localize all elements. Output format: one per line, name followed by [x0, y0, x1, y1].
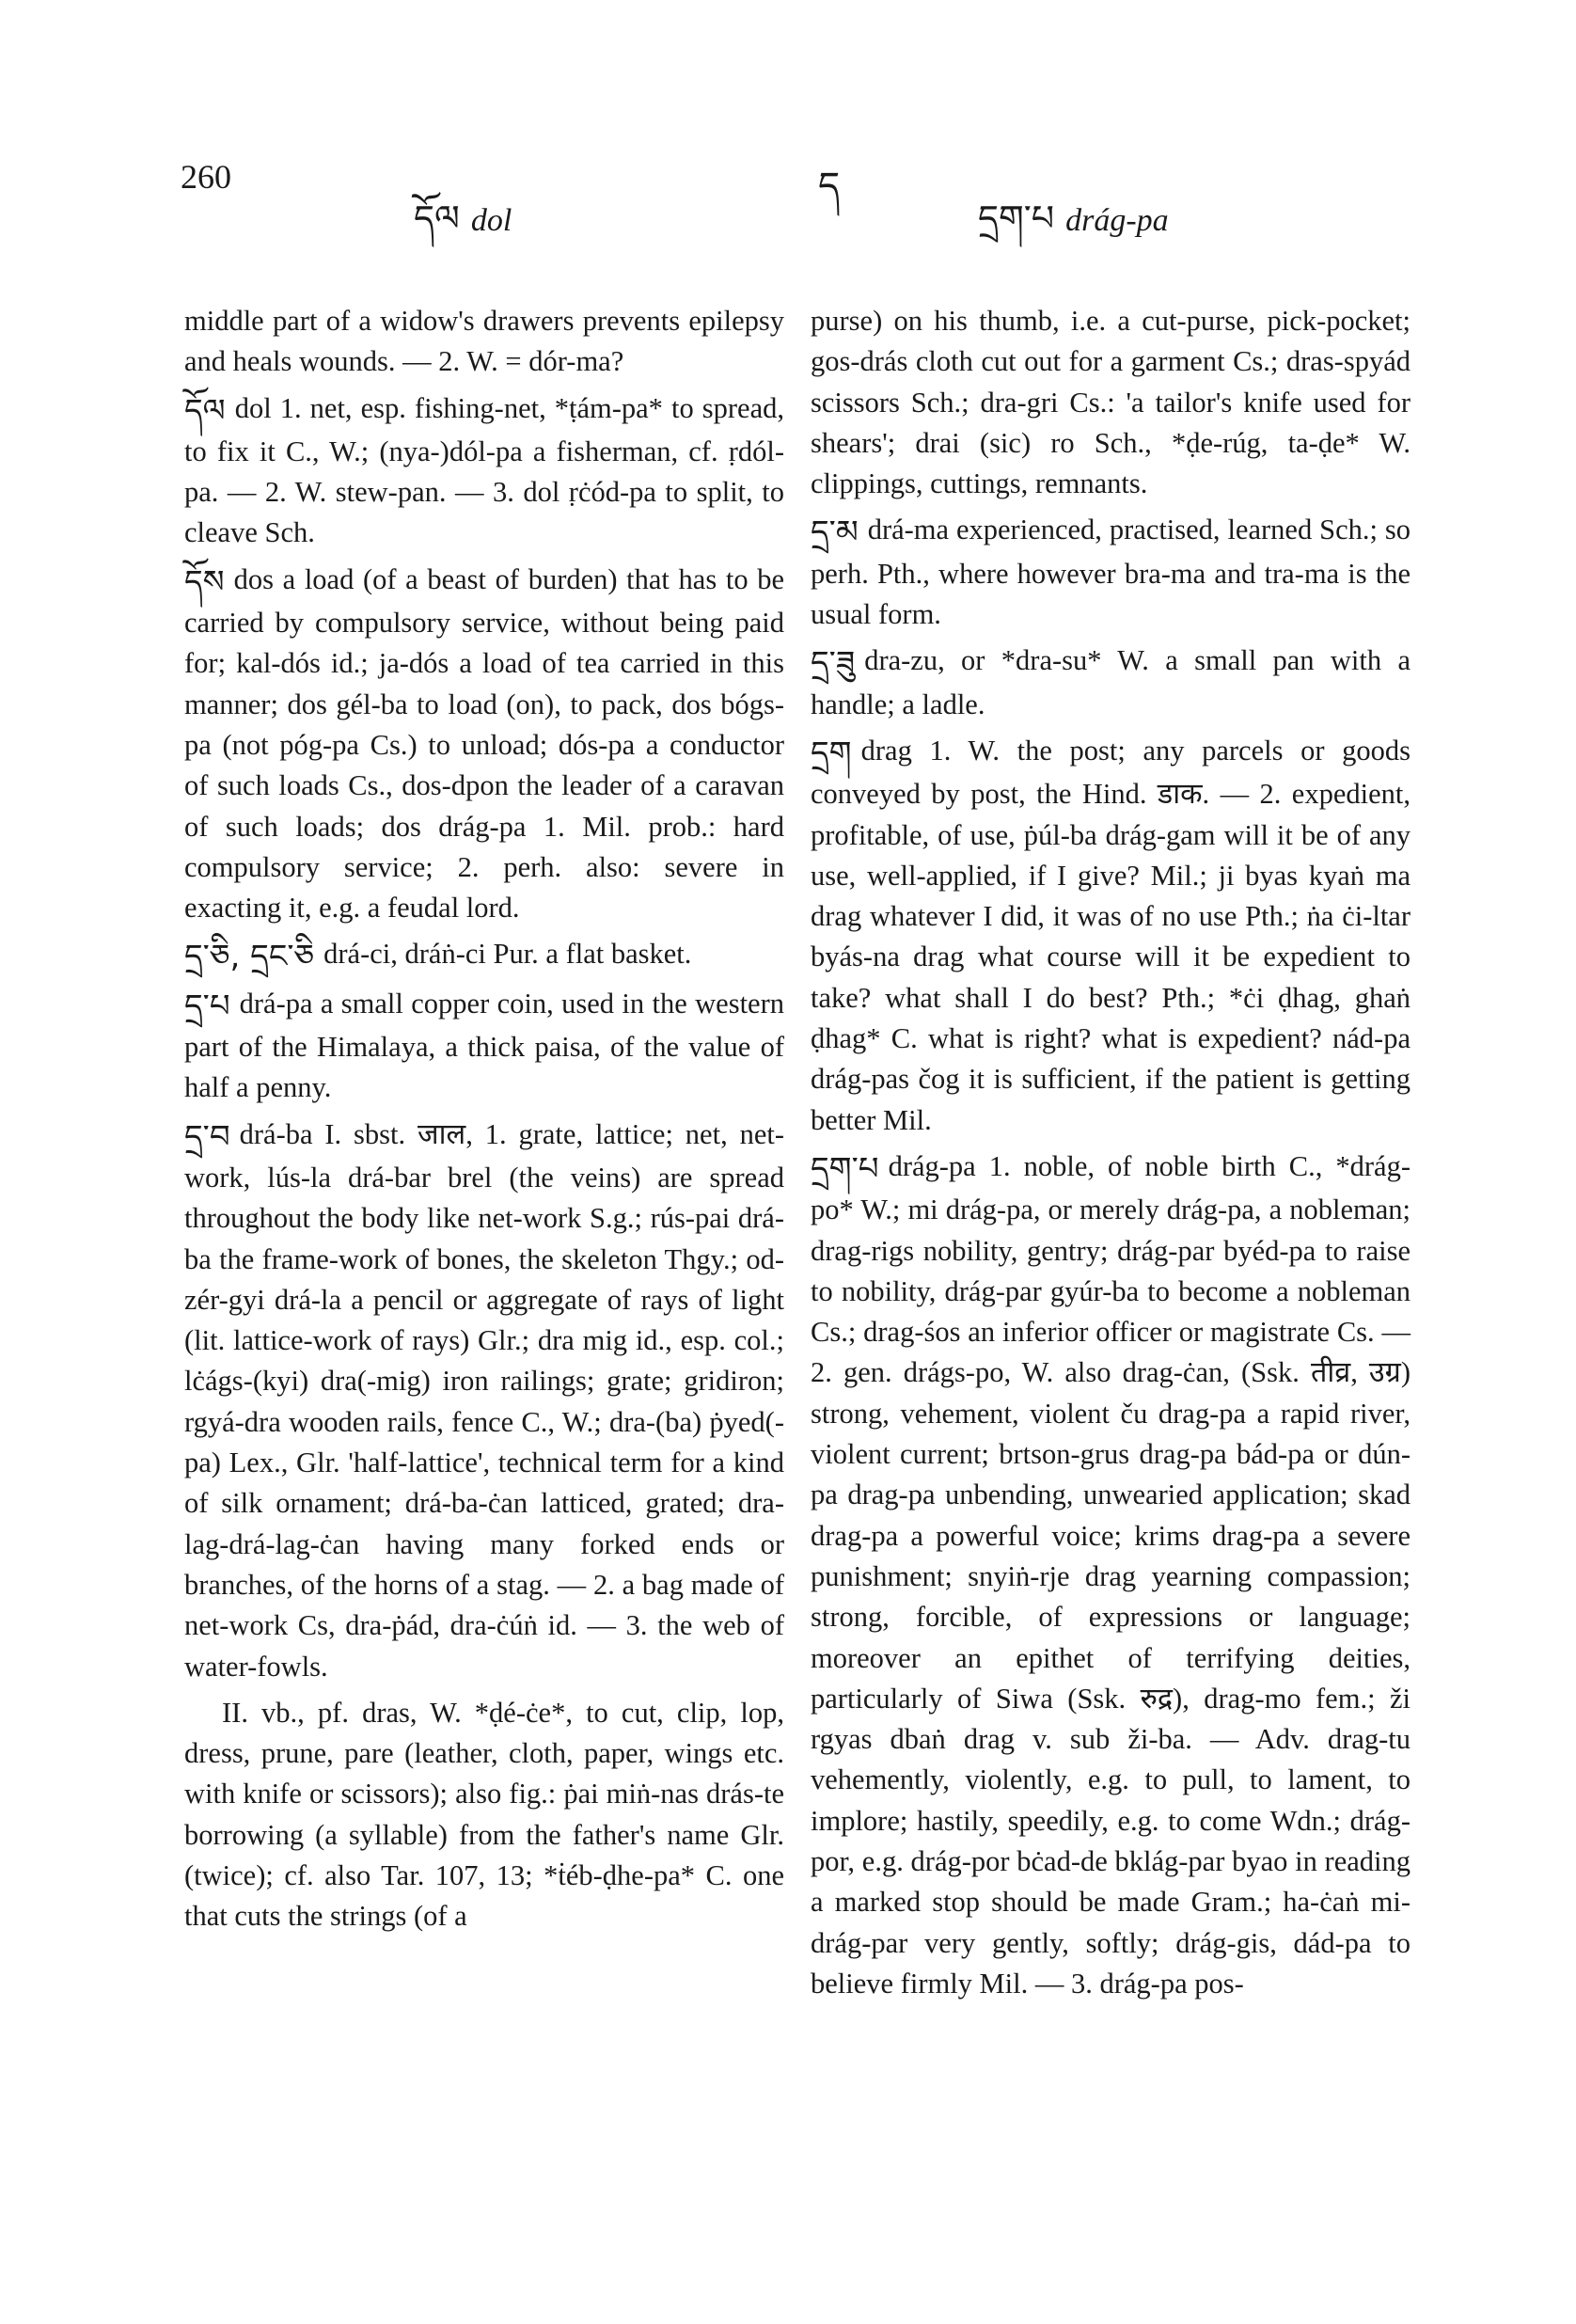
- entry-text: purse) on his thumb, i.e. a cut-purse, pick-pocket; gos-drás cloth cut out for a garment Cs.; dras-spyád scissors Sch.; dra-gri Cs.: 'a tailor's knife used for shears'; drai (sic) ro Sch., *ḍe-rúg, ta-ḍe* W. clippings, cuttings, remnants.: [811, 305, 1411, 500]
- dictionary-entry: [184, 934, 784, 977]
- dictionary-entry: [811, 731, 1411, 1141]
- entry-headword-tibetan: དྲ་མ: [811, 514, 859, 552]
- entry-text: drá-ci, dráṅ-ci Pur. a flat basket.: [323, 938, 692, 971]
- entry-headword-tibetan: དྲག་པ: [811, 1149, 879, 1188]
- entry-text: dos a load (of a beast of burden) that has to be carried by compulsory service, without being paid for; kal-dós id.; ja-dós a load of tea carried in this manner; dos gél-ba to load (on), to pack, dos bógs-pa (not póg-pa Cs.) to unload; dós-pa a conductor of such loads Cs., dos-dpon the leader of a caravan of such loads; dos drág-pa 1. Mil. prob.: hard compulsory service; 2. perh. also: severe in exacting it, e.g. a feudal lord.: [184, 562, 784, 925]
- entry-text: middle part of a widow's drawers prevents epilepsy and heals wounds. — 2. W. = dór-ma?: [184, 305, 784, 378]
- dictionary-entry: [184, 1115, 784, 1687]
- entry-text: drá-ba I. sbst. जाल, 1. grate, lattice; net, net-work, lús-la drá-bar brel (the veins) are spread throughout the body like net-work S.g.; rús-pai drá-ba the frame-work of bones, the skeleton Thgy.; od-zér-gyi drá-la a pencil or aggregate of rays of light (lit. lattice-work of rays) Glr.; dra mig id., esp. col.; lċágs-(kyi) dra(-mig) iron railings; grate; gridiron; rgyá-dra wooden rails, fence C., W.; dra-(ba) ṗyed(-pa) Lex., Glr. 'half-lattice', technical term for a kind of silk ornament; drá-ba-ċan latticed, grated; dra-lag-drá-lag-ċan having many forked ends or branches, of the horns of a stag. — 2. a bag made of net-work Cs, dra-ṗád, dra-ċúṅ id. — 3. the web of water-fowls.: [184, 1117, 784, 1683]
- entry-text: drá-ma experienced, practised, learned Sch.; so perh. Pth., where however bra-ma and tra-ma is the usual form.: [811, 514, 1411, 631]
- dictionary-entry: [184, 560, 784, 929]
- dictionary-entry: [184, 301, 784, 383]
- entry-text: drág-pa 1. noble, of noble birth C., *drág-po* W.; mi drág-pa, or merely drág-pa, a nobleman; drag-rigs nobility, gentry; drág-par byéd-pa to raise to nobility, drág-par gyúr-ba to become a nobleman Cs.; drag-śos an inferior officer or magistrate Cs. — 2. gen. drágs-po, W. also drag-ċan, (Ssk. तीव्र, उग्र) strong, vehement, violent ču drag-pa a rapid river, violent current; brtson-grus drag-pa bád-pa or dún-pa drag-pa unbending, unwearied application; skad drag-pa a powerful voice; krims drag-pa a severe punishment; snyiṅ-rje drag yearning compassion; strong, forcible, of expressions or language; moreover an epithet of terrifying deities, particularly of Siwa (Ssk. रुद्र), drag-mo fem.; ži rgyas dbaṅ drag v. sub ži-ba. — Adv. drag-tu vehemently, violently, e.g. to pull, to lament, to implore; hastily, speedily, e.g. to come Wdn.; drág-por, e.g. drág-por bċad-de bklág-par byao in reading a marked stop should be made Gram.; ha-ċaṅ mi-drág-par very gently, softly; drág-gis, dád-pa to believe firmly Mil. — 3. drág-pa pos-: [811, 1149, 1411, 2000]
- page-number: 260: [181, 158, 231, 196]
- dictionary-entry: [811, 301, 1411, 504]
- dictionary-entry: [184, 984, 784, 1109]
- header-left-tibetan: དོལ: [414, 198, 460, 239]
- right-column: [811, 301, 1411, 2010]
- entry-text: drá-pa a small copper coin, used in the western part of the Himalaya, a thick paisa, of the value of half a penny.: [184, 987, 784, 1104]
- entry-headword-tibetan: དྲ་པ: [184, 987, 230, 1025]
- dictionary-entry: [811, 510, 1411, 635]
- dictionary-entry: [811, 1146, 1411, 2004]
- entry-headword-tibetan: དྲ་བ: [184, 1117, 230, 1156]
- entry-text: drag 1. W. the post; any parcels or goods conveyed by post, the Hind. डाक. — 2. expedient, profitable, of use, ṗúl-ba drág-gam will it be of any use, well-applied, if I give? Mil.; ji byas kyaṅ ma drag whatever I did, it was of no use Pth.; ṅa ċi-ltar byás-na drag what course will it be expedient to take? what shall I do best? Pth.; *ċi ḍhag, ghaṅ ḍhag* C. what is right? what is expedient? nád-pa drág-pas čog it is sufficient, if the patient is getting better Mil.: [811, 734, 1411, 1136]
- running-header-right: [978, 199, 1169, 240]
- entry-text: II. vb., pf. dras, W. *ḍé-ċe*, to cut, clip, lop, dress, prune, pare (leather, cloth, paper, wings etc. with knife or scissors); also fig.: ṗai miṅ-nas drás-te borrowing (a syllable) from the father's name Glr. (twice); cf. also Tar. 107, 13; *ṫéb-ḍhe-pa* C. one that cuts the strings (of a: [184, 1696, 784, 1933]
- dictionary-entry: [184, 388, 784, 554]
- entry-headword-tibetan: དྲ་ཟུ: [811, 644, 856, 683]
- entry-text: dra-zu, or *dra-su* W. a small pan with a handle; a ladle.: [811, 644, 1411, 720]
- running-header-left: [414, 199, 512, 240]
- header-left-latin: dol: [470, 203, 512, 238]
- header-right-latin: drág-pa: [1065, 203, 1169, 238]
- entry-text: dol 1. net, esp. fishing-net, *ṭám-pa* to spread, to fix it C., W.; (nya-)dól-pa a fisherman, cf. ṛdól-pa. — 2. W. stew-pan. — 3. dol ṛċód-pa to split, to cleave Sch.: [184, 391, 784, 549]
- header-right-tibetan: དྲག་པ: [978, 198, 1055, 239]
- dictionary-entry: [184, 1693, 784, 1937]
- dictionary-entry: [811, 640, 1411, 725]
- entry-headword-tibetan: དྲག: [811, 734, 852, 772]
- entry-headword-tibetan: དྲ་ཅི, དྲང་ཅི: [184, 938, 315, 976]
- entry-headword-tibetan: དོལ: [184, 391, 226, 430]
- left-column: [184, 301, 784, 1943]
- entry-headword-tibetan: དོས: [184, 562, 225, 601]
- running-header-letter: ད: [818, 165, 841, 208]
